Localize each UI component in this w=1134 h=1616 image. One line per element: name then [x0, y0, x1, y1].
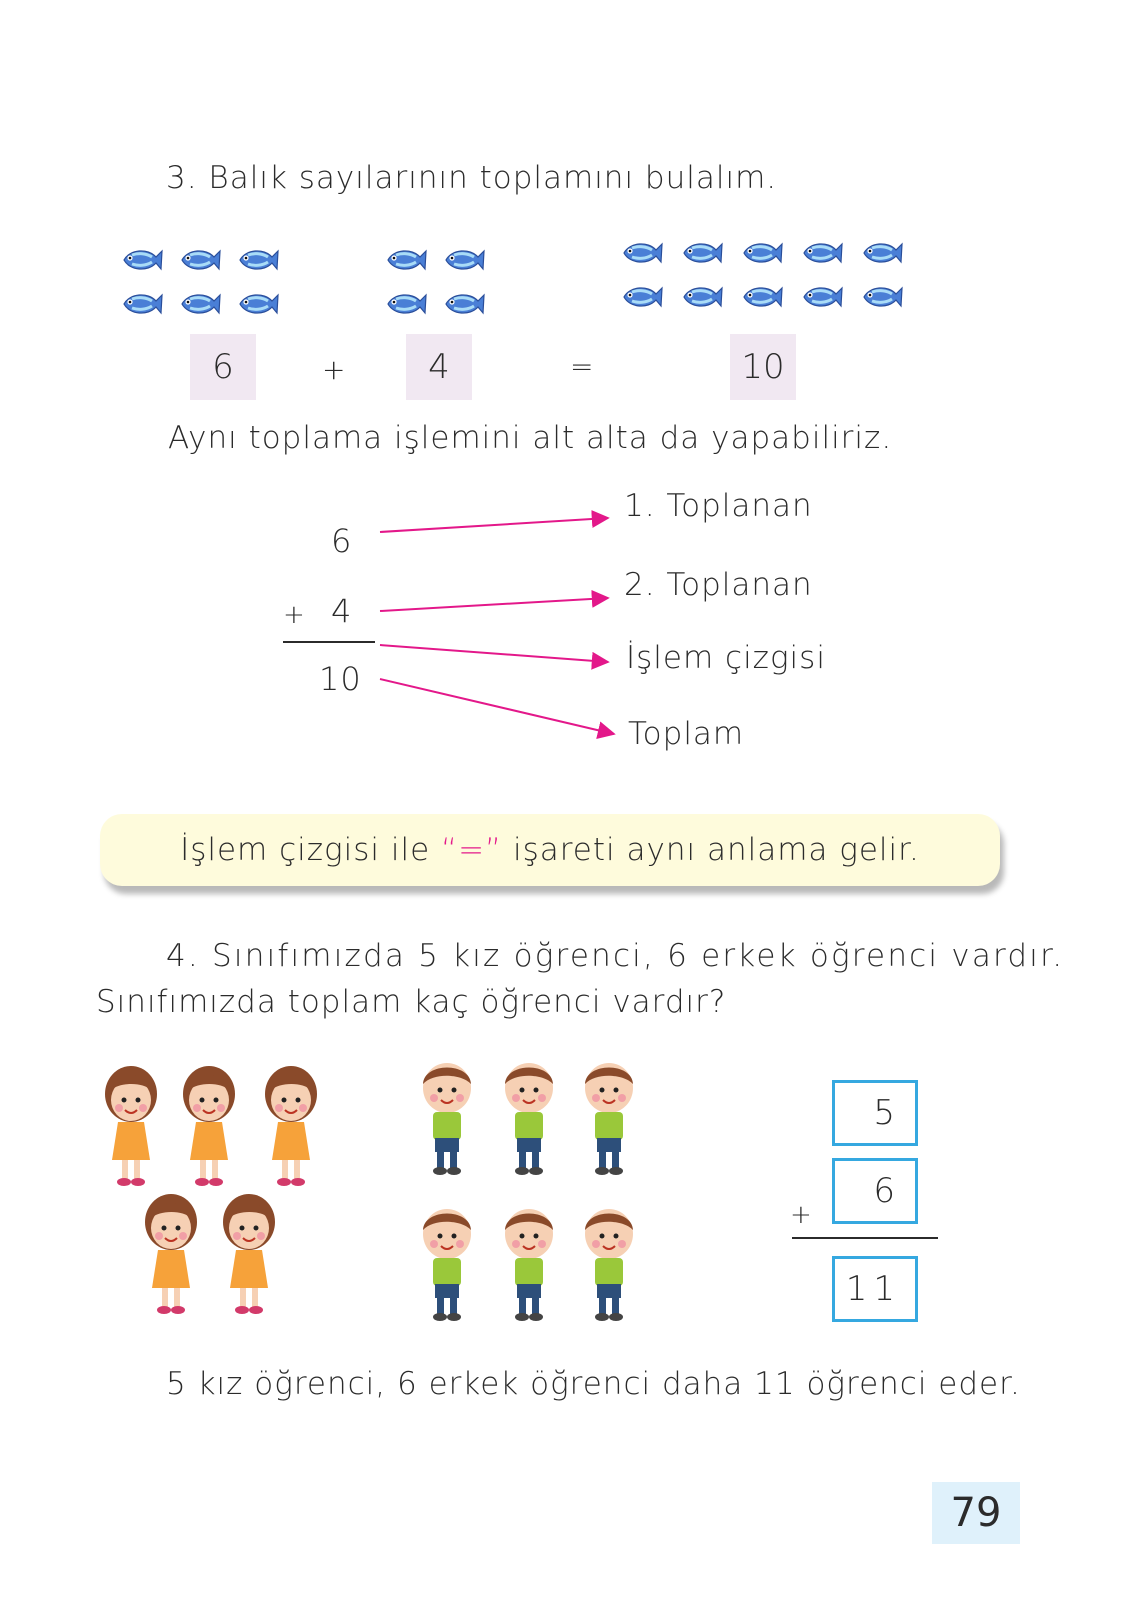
q3-sentence: Aynı toplama işlemini alt alta da yapabiliriz. [168, 420, 893, 456]
label-addend2: 2. Toplanan [624, 567, 813, 603]
girl-illustration [258, 1060, 324, 1190]
addend-box-2: 4 [406, 334, 472, 400]
label-arrows [0, 0, 1134, 800]
page-number: 79 [932, 1482, 1020, 1544]
boy-illustration [414, 1050, 480, 1180]
q4-plus-sign: + [790, 1200, 813, 1230]
info-equals-symbol: “=” [441, 832, 503, 868]
vertical-result: 10 [319, 660, 362, 698]
q4-answer: 5 kız öğrenci, 6 erkek öğrenci daha 11 öğrenci eder. [166, 1366, 1021, 1402]
girl-illustration [138, 1188, 204, 1318]
boy-illustration [414, 1196, 480, 1326]
boy-illustration [496, 1196, 562, 1326]
label-line: İşlem çizgisi [626, 640, 826, 676]
arrow-line [380, 645, 608, 662]
q3-title: 3. Balık sayılarının toplamını bulalım. [166, 160, 778, 196]
girl-illustration [216, 1188, 282, 1318]
info-text-before: İşlem çizgisi ile [180, 832, 442, 868]
q4-operation-line [792, 1237, 938, 1239]
q4-line2: Sınıfımızda toplam kaç öğrenci vardır? [96, 984, 727, 1020]
boy-illustration [576, 1050, 642, 1180]
vertical-top: 6 [331, 522, 353, 560]
boy-illustration [496, 1050, 562, 1180]
label-sum: Toplam [628, 716, 745, 752]
info-text-after: işareti aynı anlama gelir. [502, 832, 920, 868]
q4-line1: 4. Sınıfımızda 5 kız öğrenci, 6 erkek öğrenci vardır. [166, 938, 1065, 974]
addend-box-1: 6 [190, 334, 256, 400]
girl-illustration [98, 1060, 164, 1190]
arrow-addend2 [380, 598, 608, 611]
equals-sign: = [570, 350, 594, 383]
vertical-plus: + [283, 600, 306, 630]
boy-illustration [576, 1196, 642, 1326]
info-box [100, 814, 1000, 886]
sum-box-students: 11 [832, 1256, 918, 1322]
girl-illustration [176, 1060, 242, 1190]
label-addend1: 1. Toplanan [624, 488, 813, 524]
addend-box-girls: 5 [832, 1080, 918, 1146]
arrow-sum [380, 679, 614, 734]
sum-box: 10 [730, 334, 796, 400]
arrow-addend1 [380, 518, 608, 532]
plus-sign: + [322, 353, 346, 386]
addend-box-boys: 6 [832, 1158, 918, 1224]
vertical-bottom: 4 [331, 592, 353, 630]
